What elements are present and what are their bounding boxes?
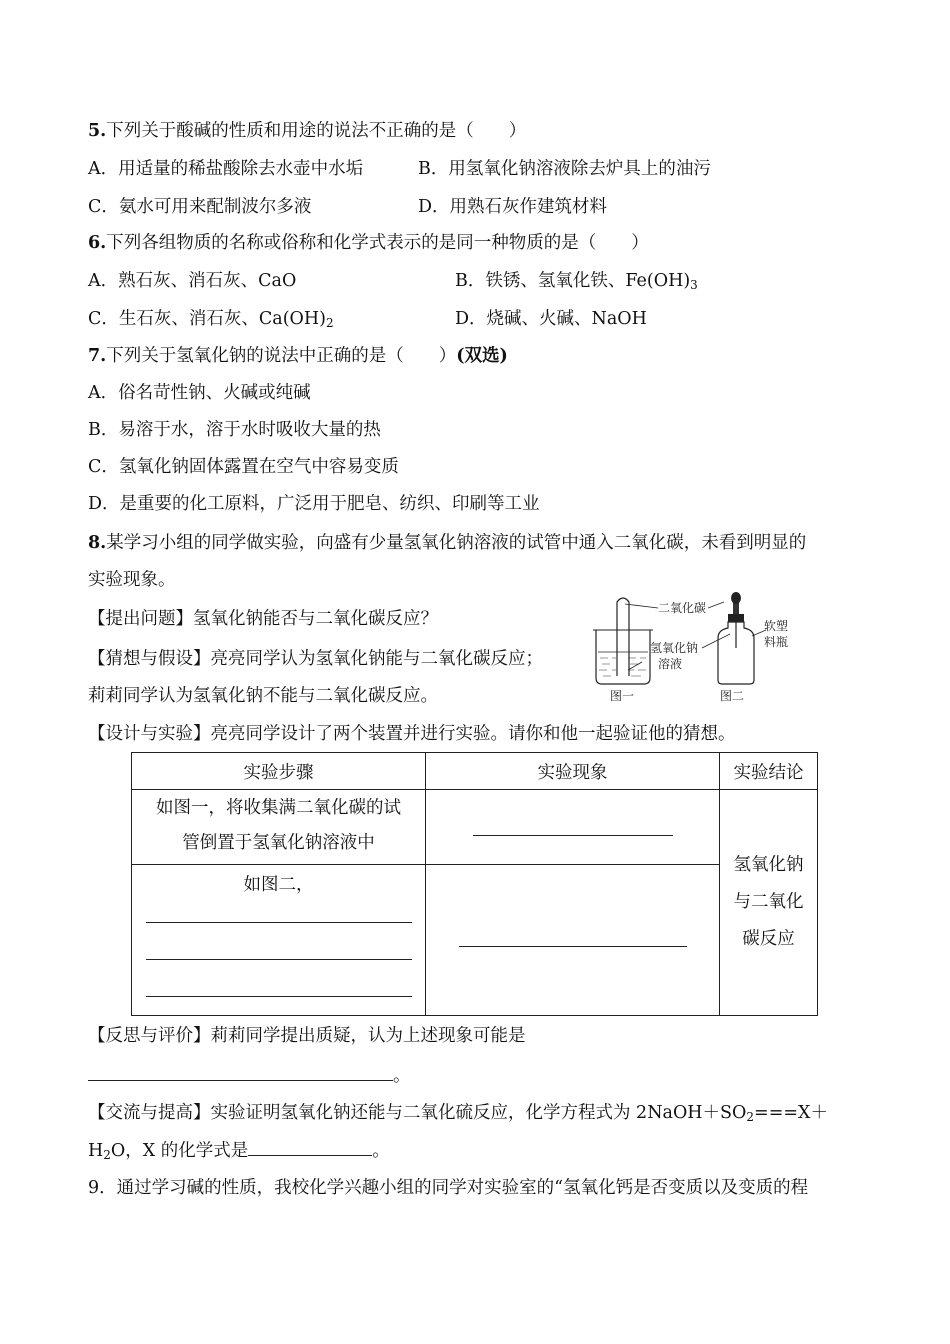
q8-design: 【设计与实验】亮亮同学设计了两个装置并进行实验。请你和他一起验证他的猜想。 <box>88 724 736 744</box>
q7-option-c: C．氢氧化钠固体露置在空气中容易变质 <box>88 457 399 477</box>
row2-step: 如图二， <box>132 865 426 1016</box>
q6-option-c: C．生石灰、消石灰、$Ca(OH)_2$ <box>88 309 334 330</box>
q8-exchange-line1: 【交流与提高】实验证明氢氧化钠还能与二氧化硫反应，化学方程式为 $2NaOH+SO_2===X+$ <box>88 1103 828 1124</box>
q8-stem-line1: 8.某学习小组的同学做实验，向盛有少量氢氧化钠溶液的试管中通入二氧化碳，未看到明显的 <box>88 533 807 553</box>
q5-option-d: D．用熟石灰作建筑材料 <box>418 197 608 217</box>
label-fig1: 图一 <box>610 689 635 703</box>
q5-option-a: A．用适量的稀盐酸除去水壶中水垢 <box>88 159 364 179</box>
label-naoh-1: 氢氧化钠 <box>650 641 699 655</box>
row1-phenomenon-blank[interactable] <box>473 817 673 836</box>
row2-phenomenon[interactable] <box>426 865 720 1016</box>
q8-reflect: 【反思与评价】莉莉同学提出质疑，认为上述现象可能是 <box>88 1026 526 1046</box>
label-bottle-2: 料瓶 <box>764 635 789 649</box>
q8-exchange-line2: $H_2O$，X 的化学式是 。 <box>88 1137 390 1164</box>
label-fig2: 图二 <box>720 689 745 703</box>
q5-stem: 5.下列关于酸碱的性质和用途的说法不正确的是（ ） <box>88 121 527 141</box>
x-formula-blank[interactable] <box>248 1137 372 1156</box>
label-naoh-2: 溶液 <box>658 657 683 671</box>
conclusion-cell: 氢氧化钠 与二氧化 碳反应 <box>720 790 818 1016</box>
experiment-table <box>131 752 818 1016</box>
label-bottle-1: 软塑 <box>764 619 789 633</box>
label-co2: 二氧化碳 <box>658 601 707 615</box>
row1-step: 如图一，将收集满二氧化碳的试 管倒置于氢氧化钠溶液中 <box>132 790 426 865</box>
reflect-blank[interactable] <box>88 1062 393 1081</box>
q9-stem: 9．通过学习碱的性质，我校化学兴趣小组的同学对实验室的“氢氧化钙是否变质以及变质的程 <box>88 1178 809 1198</box>
row2-step-blank-1[interactable] <box>146 904 412 923</box>
q8-hypothesis-2: 莉莉同学认为氢氧化钠不能与二氧化碳反应。 <box>88 686 438 706</box>
row2-step-blank-2[interactable] <box>146 941 412 960</box>
q7-tag: (双选) <box>456 346 508 366</box>
q7-option-b: B．易溶于水，溶于水时吸收大量的热 <box>88 420 381 440</box>
row2-phenomenon-blank[interactable] <box>459 928 687 947</box>
q7-option-d: D．是重要的化工原料，广泛用于肥皂、纺织、印刷等工业 <box>88 494 540 514</box>
q8-reflect-answer: 。 <box>88 1062 411 1089</box>
table-row <box>132 790 818 865</box>
bottle-diagram <box>718 592 754 684</box>
q6-option-d: D．烧碱、火碱、NaOH <box>455 309 647 329</box>
q8-ask: 【提出问题】氢氧化钠能否与二氧化碳反应？ <box>88 609 438 629</box>
q7-option-a: A．俗名苛性钠、火碱或纯碱 <box>88 383 311 403</box>
q7-stem: 7.下列关于氢氧化钠的说法中正确的是（ ）(双选) <box>88 346 508 366</box>
header-steps: 实验步骤 <box>132 753 426 790</box>
q8-hypothesis-1: 【猜想与假设】亮亮同学认为氢氧化钠能与二氧化碳反应； <box>88 649 543 669</box>
row1-phenomenon[interactable] <box>426 790 720 865</box>
q6-option-a: A．熟石灰、消石灰、CaO <box>88 271 297 291</box>
q5-option-c: C．氨水可用来配制波尔多液 <box>88 197 312 217</box>
table-row <box>132 865 818 1016</box>
q8-stem-line2: 实验现象。 <box>88 570 176 590</box>
header-conclusion: 实验结论 <box>720 753 818 790</box>
q5-option-b: B．用氢氧化钠溶液除去炉具上的油污 <box>418 159 711 179</box>
q6-option-b: B．铁锈、氢氧化铁、$Fe(OH)_3$ <box>455 271 698 292</box>
row2-step-blank-3[interactable] <box>146 978 412 997</box>
beaker-diagram <box>593 598 653 684</box>
experiment-figure <box>590 590 805 705</box>
q6-stem: 6.下列各组物质的名称或俗称和化学式表示的是同一种物质的是（ ） <box>88 233 649 253</box>
table-header-row <box>132 753 818 790</box>
header-phenomena: 实验现象 <box>426 753 720 790</box>
